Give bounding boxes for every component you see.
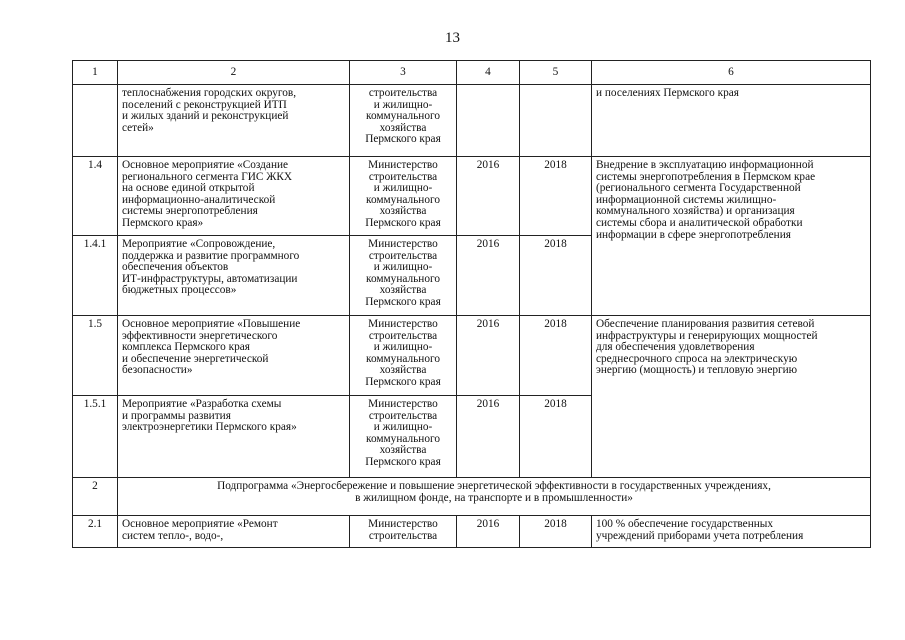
result-text: и поселениях Пермского края	[596, 87, 739, 99]
subprogram-row	[73, 478, 871, 516]
activity-cell	[118, 316, 350, 396]
subprogram-number: 2	[73, 478, 118, 516]
column-header: 1	[73, 61, 118, 85]
executor-cell	[350, 85, 457, 157]
result-cell	[592, 85, 871, 157]
table-row	[73, 157, 871, 236]
column-numbers-row	[73, 61, 871, 85]
table-row	[73, 316, 871, 396]
end-year: 2018	[520, 236, 592, 316]
executor-cell	[350, 316, 457, 396]
activity-text: теплоснабжения городских округов, поселений с реконструкцией ИТП и жилых зданий и реконструкцией сетей»	[122, 87, 297, 134]
activity-cell	[118, 85, 350, 157]
executor-text: строительства и жилищно- коммунального хозяйства Пермского края	[365, 87, 441, 146]
row-number	[73, 85, 118, 157]
column-header: 3	[350, 61, 457, 85]
subprogram-cell	[118, 478, 871, 516]
executor-text: Министерство строительства и жилищно- коммунального хозяйства Пермского края	[365, 238, 441, 308]
end-year	[520, 85, 592, 157]
result-text: Обеспечение планирования развития сетевой инфраструктуры и генерирующих мощностей для обеспечения удовлетворения среднесрочного спроса на электрическую энергию (мощность) и тепловую энергию	[596, 318, 818, 377]
executor-text: Министерство строительства	[368, 518, 438, 542]
column-header: 5	[520, 61, 592, 85]
column-header: 2	[118, 61, 350, 85]
end-year: 2018	[520, 316, 592, 396]
activity-cell	[118, 516, 350, 548]
executor-cell	[350, 396, 457, 478]
row-number: 1.5	[73, 316, 118, 396]
end-year: 2018	[520, 396, 592, 478]
row-number: 1.4	[73, 157, 118, 236]
start-year: 2016	[457, 236, 520, 316]
row-number: 1.4.1	[73, 236, 118, 316]
program-table	[72, 60, 871, 548]
activity-text: Основное мероприятие «Создание регионального сегмента ГИС ЖКХ на основе единой открытой информационно-аналитической системы энергопотребления Пермского края»	[122, 159, 293, 229]
executor-cell	[350, 236, 457, 316]
executor-cell	[350, 516, 457, 548]
subprogram-title: Подпрограмма «Энергосбережение и повышение энергетической эффективности в государственных учреждениях, в жилищном фонде, на транспорте и в промышленности»	[217, 480, 771, 504]
start-year	[457, 85, 520, 157]
activity-cell	[118, 396, 350, 478]
activity-cell	[118, 236, 350, 316]
end-year: 2018	[520, 516, 592, 548]
result-text: 100 % обеспечение государственных учреждений приборами учета потребления	[596, 518, 804, 542]
executor-text: Министерство строительства и жилищно- коммунального хозяйства Пермского края	[365, 398, 441, 468]
table-row	[73, 85, 871, 157]
column-header: 4	[457, 61, 520, 85]
result-cell	[592, 516, 871, 548]
activity-text: Мероприятие «Сопровождение, поддержка и развитие программного обеспечения объектов ИТ-инфраструктуры, автоматизации бюджетных процессов»	[122, 238, 300, 297]
column-header: 6	[592, 61, 871, 85]
row-number: 2.1	[73, 516, 118, 548]
row-number: 1.5.1	[73, 396, 118, 478]
activity-text: Мероприятие «Разработка схемы и программы развития электроэнергетики Пермского края»	[122, 398, 297, 434]
executor-cell	[350, 157, 457, 236]
result-cell	[592, 316, 871, 478]
activity-text: Основное мероприятие «Повышение эффективности энергетического комплекса Пермского края и обеспечение энергетической безопасности»	[122, 318, 301, 377]
start-year: 2016	[457, 516, 520, 548]
result-text: Внедрение в эксплуатацию информационной системы энергопотребления в Пермском крае (регионального сегмента Государственной информационной системы жилищно- коммунального хозяйства) и организация системы сбора и аналитической обработки информации в сфере энергопотребления	[596, 159, 816, 241]
start-year: 2016	[457, 396, 520, 478]
executor-text: Министерство строительства и жилищно- коммунального хозяйства Пермского края	[365, 318, 441, 388]
result-cell	[592, 157, 871, 316]
table-row	[73, 516, 871, 548]
page-number: 13	[445, 30, 460, 46]
activity-text: Основное мероприятие «Ремонт систем тепло-, водо-,	[122, 518, 278, 542]
end-year: 2018	[520, 157, 592, 236]
start-year: 2016	[457, 316, 520, 396]
start-year: 2016	[457, 157, 520, 236]
activity-cell	[118, 157, 350, 236]
executor-text: Министерство строительства и жилищно- коммунального хозяйства Пермского края	[365, 159, 441, 229]
